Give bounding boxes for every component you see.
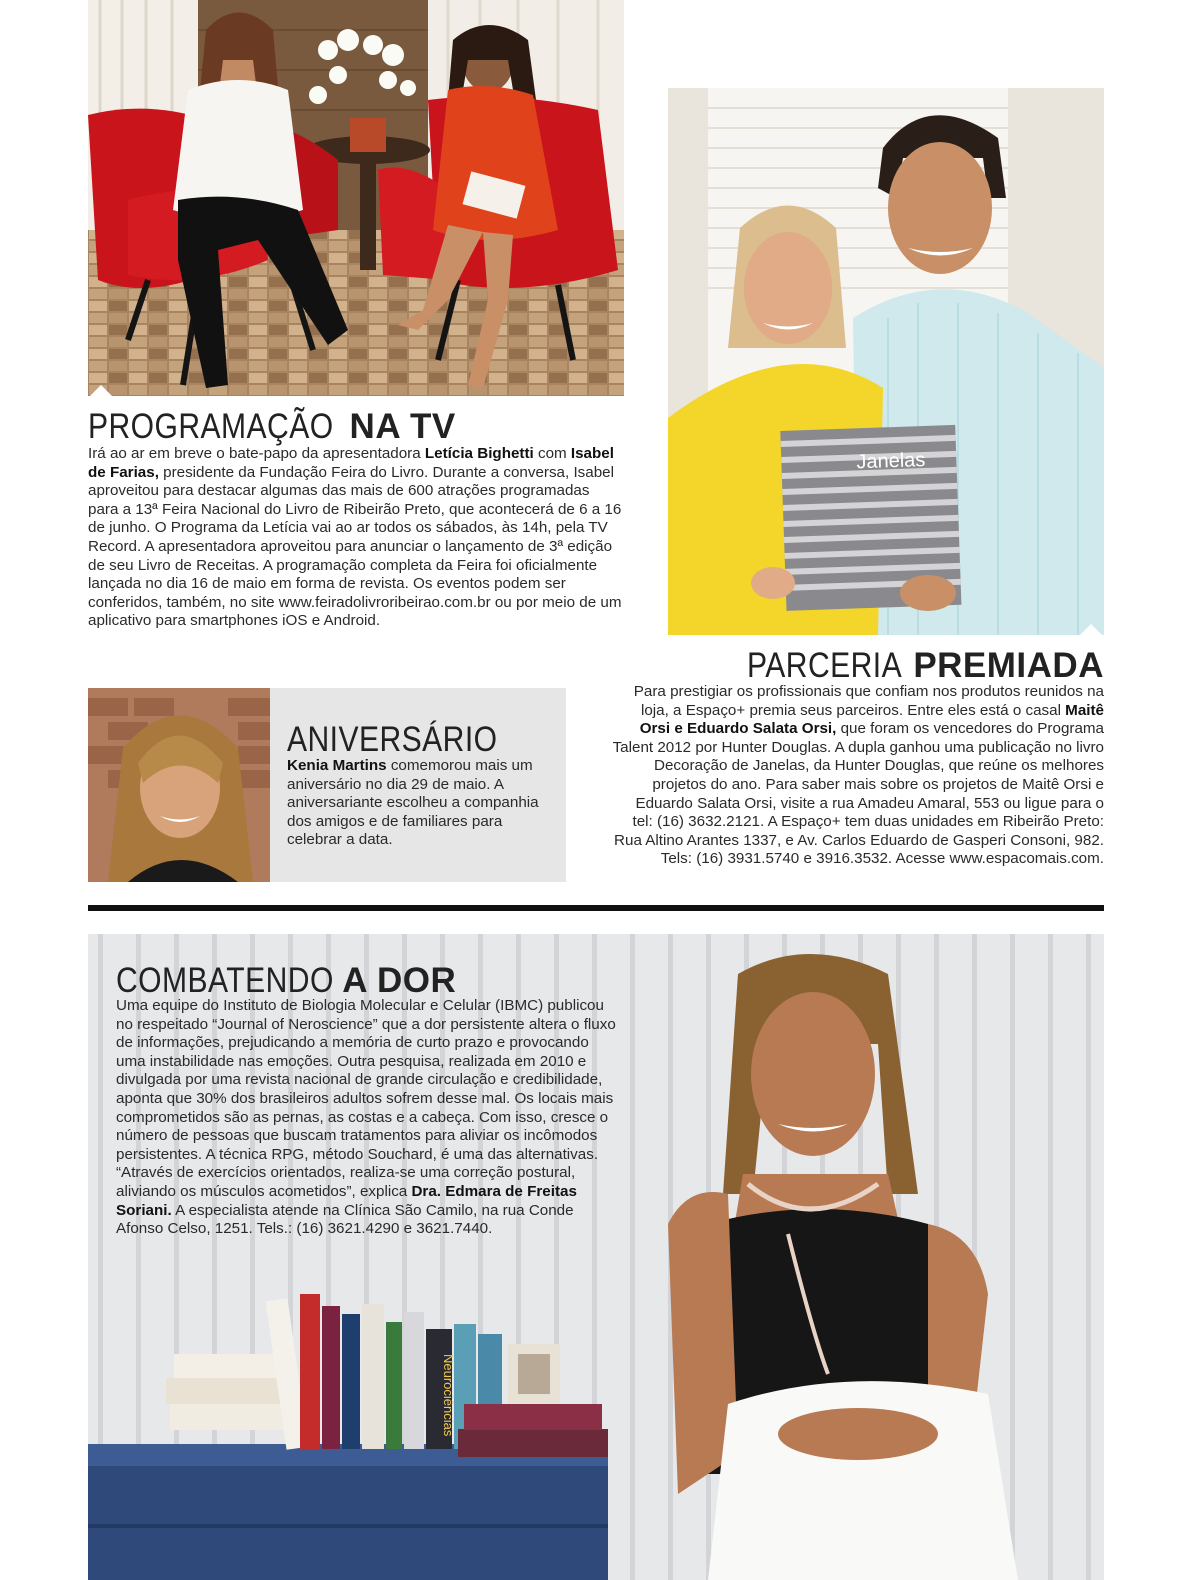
pain-section-heading <box>116 963 456 999</box>
photo-notch <box>90 385 112 396</box>
partner-section-heading <box>747 648 1104 684</box>
tv-section-body <box>88 445 623 631</box>
tv-body-text-1: Irá ao ar em breve o bate-papo da apresentadora <box>88 445 425 462</box>
birthday-body-text: comemorou mais um aniversário no dia 29 de maio. A aniversariante escolheu a companhia dos amigos e de familiares para celebrar a data. <box>287 757 539 849</box>
pain-doctor-name: Dra. Edmara de Freitas Soriani. <box>116 1182 577 1219</box>
section-divider <box>88 905 1104 911</box>
birthday-body <box>287 757 545 850</box>
book-cover-title: Janelas <box>856 448 926 474</box>
tv-body-text-3: presidente da Fundação Feira do Livro. Durante a conversa, Isabel aproveitou para destacar algumas das mais de 600 atrações programadas para a 13ª Feira Nacional do Livro de Ribeirão Preto, que acontecerá de 6 a 16 de junho. O Programa da Letícia vai ao ar todos os sábados, às 14h, pela TV Record. A apresentadora aproveitou para anunciar o lançamento de 3ª edição de seu Livro de Receitas. A programação completa da Feira foi oficialmente lançada no dia 16 de maio em forma de revista. Os eventos podem ser conferidos, também, no site www.feiradolivroribeirao.com.br ou por meio de um aplicativo para smartphones iOS e Android. <box>88 463 622 630</box>
partner-heading-bold: PREMIADA <box>913 646 1104 685</box>
pain-heading-bold: A DOR <box>342 961 457 1000</box>
tv-interview-photo <box>88 0 624 396</box>
partner-heading-thin: PARCERIA <box>746 646 903 685</box>
birthday-heading <box>287 722 532 758</box>
pain-body-text-2: A especialista atende na Clínica São Camilo, na rua Conde Afonso Celso, 1251. Tels.: (16) 3621.4290 e 3621.7440. <box>116 1201 574 1238</box>
birthday-portrait-photo <box>88 688 270 882</box>
tv-host-name: Letícia Bighetti <box>424 445 534 462</box>
neuro-book-spine-text: Neurociências <box>441 1354 456 1437</box>
birthday-heading-text: ANIVERSÁRIO <box>287 720 498 759</box>
photo-notch-right <box>1080 624 1102 635</box>
tv-heading-thin: PROGRAMAÇÃO <box>88 407 334 446</box>
couple-award-photo <box>668 88 1104 635</box>
birthday-person-name: Kenia Martins <box>287 757 387 774</box>
partner-section-body <box>612 683 1104 869</box>
pain-body-text-1: Uma equipe do Instituto de Biologia Molecular e Celular (IBMC) publicou no respeitado “Journal of Neroscience” que a dor persistente altera o fluxo de informações, prejudicando a memória de curto prazo e provocando uma instabilidade nas emoções. Outra pesquisa, realizada em 2010 e divulgada por uma revista nacional de grande circulação e credibilidade, aponta que 30% dos brasileiros adultos sofrem desse mal. Os locais mais comprometidos são as pernas, as costas e a cabeça. Com isso, cresce o número de pessoas que buscam tratamentos para aliviar os incômodos persistentes. A técnica RPG, método Souchard, é uma das alternativas. “Através de exercícios orientados, realiza-se uma correção postural, aliviando os músculos acometidos”, explica <box>116 997 616 1200</box>
partner-body-text-1: Para prestigiar os profissionais que confiam nos produtos reunidos na loja, a Espaço+ premia seus parceiros. Entre eles está o casal <box>633 683 1104 719</box>
tv-section-heading <box>88 409 456 445</box>
partner-couple-names: Maitê Orsi e Eduardo Salata Orsi, <box>639 701 1104 738</box>
tv-guest-name: Isabel de Farias, <box>88 445 614 481</box>
pain-section-body <box>116 997 620 1239</box>
tv-heading-bold: NA TV <box>349 407 456 446</box>
tv-body-text-2: com <box>533 445 571 462</box>
partner-body-text-2: que foram os vencedores do Programa Talent 2012 por Hunter Douglas. A dupla ganhou uma publicação no livro Decoração de Janelas, da Hunter Douglas, que reúne os melhores projetos do ano. Para saber mais sobre os projetos de Maitê Orsi e Eduardo Salata Orsi, visite a rua Amadeu Amaral, 553 ou ligue para o tel: (16) 3632.2121. A Espaço+ tem duas unidades em Ribeirão Preto: Rua Altino Arantes 1337, e Av. Carlos Eduardo de Gasperi Consoni, 982. Tels: (16) 3931.5740 e 3916.3532. Acesse www.espacomais.com. <box>612 720 1104 868</box>
pain-heading-thin: COMBATENDO <box>116 961 334 1000</box>
